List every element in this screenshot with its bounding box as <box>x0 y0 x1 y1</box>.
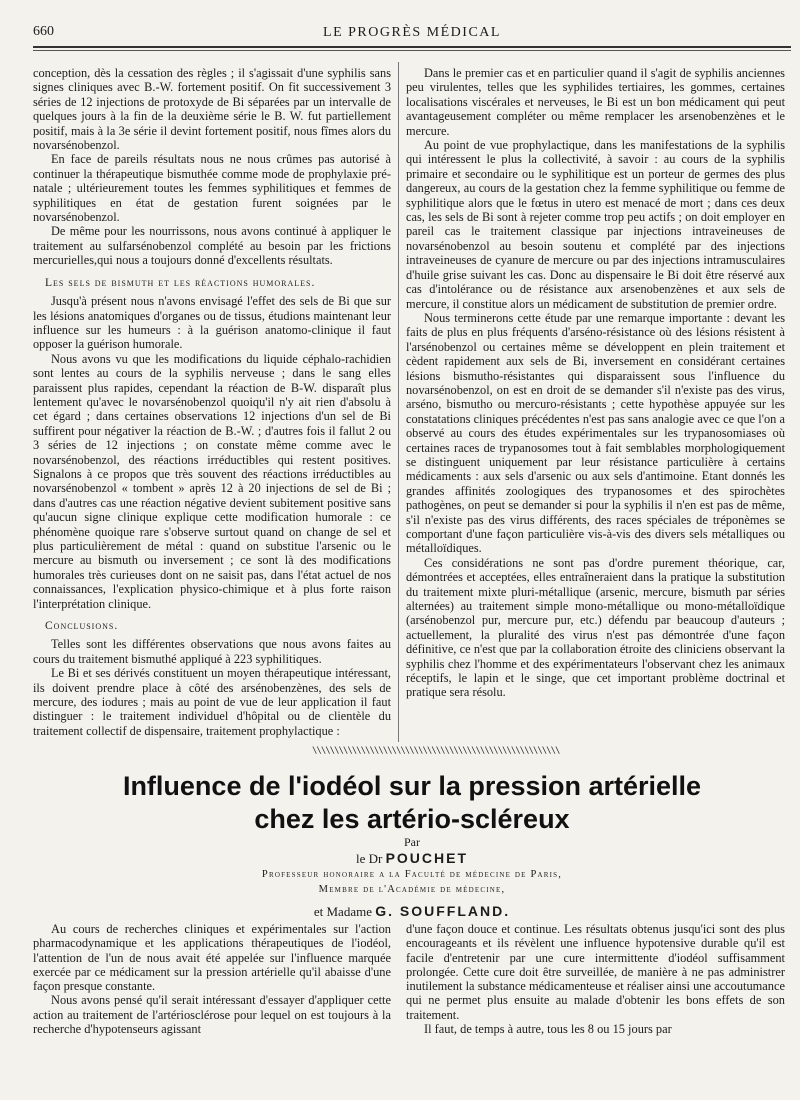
page-header <box>33 22 791 44</box>
header-rule <box>33 46 791 48</box>
byline-par: Par <box>404 835 420 849</box>
author-affiliation: Professeur honoraire a la Faculté de médecine de Paris, <box>261 869 563 880</box>
paragraph: Jusqu'à présent nous n'avons envisagé l'effet des sels de Bi que sur les lésions anatomiques d'organes ou de tissus, étudions maintenant leur influence sur les humeurs : à la guérison anatomo-clinique il faut opposer la guérison humorale. <box>33 294 391 352</box>
section-heading: Conclusions. <box>45 620 119 633</box>
author-1 <box>33 850 791 867</box>
page-number: 660 <box>33 24 54 39</box>
article-left-column <box>33 922 391 1036</box>
article-title-line: Influence de l'iodéol sur la pression artérielle <box>122 771 702 801</box>
paragraph: Au point de vue prophylactique, dans les manifestations de la syphilis qui intéressent le plus la collectivité, à savoir : au cours de la syphilis primaire et secondaire ou le syphilitique est un porteur de germes des plus dangereux, au cours de la gestation chez la femme syphilitique ou femme de syphilitique alors que le fœtus in utero est menacé de mort ; dans ces deux cas, les sels de Bi sont à rejeter comme trop peu actifs ; on doit employer en pareil cas le traitement classique par injections intraveineuses de novarsénobenzol au besoin soutenu et complété par des injections intraveineuses de cyanure de mercure ou par des injections intramusculaires d'huile grise suivant les cas. Donc au dispensaire le Bi doit être réservé aux cas d'intolérance ou de résistance aux arsenobenzènes et aux sels de mercure, il constitue alors un médicament de substitution de premier ordre. <box>406 138 785 311</box>
journal-title: LE PROGRÈS MÉDICAL <box>323 25 501 40</box>
author-1-name: POUCHET <box>385 850 469 866</box>
column-rule <box>398 62 399 742</box>
paragraph: Il faut, de temps à autre, tous les 8 ou 15 jours par <box>424 1022 672 1037</box>
header-rule-thin <box>33 50 791 51</box>
article-title-line: chez les artério-scléreux <box>254 804 570 834</box>
paragraph: De même pour les nourrissons, nous avons continué à appliquer le traitement au sulfarsénobenzol complété au besoin par les frictions mercurielles,qui nous a toujours donné d'excellents résultats. <box>33 224 391 268</box>
paragraph: Nous terminerons cette étude par une remarque importante : devant les faits de plus en plus fréquents d'arséno-résistance où des lésions résistent à l'arsénobenzol ou certaines même se développent en plein traitement et cèdent rapidement aux sels de Bi, inversement en considérant certaines lésions bismutho-résistantes qui disparaissent sous l'influence du novarsénobenzol, on est en droit de se demander s'il n'existe pas des virus, arséno, bismutho ou mercuro-résistants ; cette hypothèse appuyée sur les constatations cliniques précédentes n'est pas sans analogie avec ce que l'on a observé au cours des études expérimentales sur les trypanosomiases où certaines races de trypanosomes tout à fait semblables morphologiquement se distinguent uniquement par leur résistance particulière à certains médicaments : aux sels d'arsenic ou aux sels d'antimoine. Etant donnés les grandes affinités zoologiques des trypanosomes et des spirochètes pathogènes, on peut se demander si pour la syphilis il n'en est pas de même, s'il n'existe pas des virus différents, des races spéciales de tréponèmes se comportant d'une façon particulière vis-à-vis des divers sels métalliques ou métalloïdiques. <box>406 310 785 556</box>
article-title <box>33 770 791 836</box>
paragraph: d'une façon douce et continue. Les résultats obtenus jusqu'ici sont des plus encourageants et ils révèlent une influence hypotensive durable qu'il est facile d'entretenir par une cure intermittente d'iodéol suffisamment prolongée. Cette cure doit être surveillée, de manière à ne pas administrer inutilement la substance médicamenteuse et réaliser ainsi une accoutumance qui ne permet plus ensuite au malade d'obtenir les bons effets de son traitement. <box>406 922 785 1022</box>
paragraph: Dans le premier cas et en particulier quand il s'agit de syphilis anciennes peu virulentes, telles que les syphilides tertiaires, les gommes, certaines localisations viscérales et nerveuses, le Bi est un bon médicament qui peut avantageusement compléter ou même remplacer les arsenobenzènes et le mercure. <box>406 66 785 138</box>
author-2 <box>33 903 791 920</box>
paragraph: En face de pareils résultats nous ne nous crûmes pas autorisé à continuer la thérapeutique bismuthée comme mode de prophylaxie pré-natale ; ultérieurement toutes les femmes syphilitiques et femmes de syphilitiques en état de gestation furent soignées par le novarsénobenzol. <box>33 152 391 225</box>
paragraph: Le Bi et ses dérivés constituent un moyen thérapeutique intéressant, ils doivent prendre place à côté des arsénobenzènes, des sels de mercure, des iodures ; mais au point de vue de leur application il faut distinguer : le traitement individuel d'hôpital ou de clientèle du traitement collectif de dispensaire, traitement prophylactique : <box>33 666 391 738</box>
top-left-column <box>33 66 391 738</box>
author-2-prefix: et Madame <box>313 904 372 919</box>
decorative-divider: \\\\\\\\\\\\\\\\\\\\\\\\\\\\\\\\\\\\\\\\\\\\\\\\\\\\\\\\ <box>312 746 560 756</box>
author-affiliation: Membre de l'Académie de médecine, <box>318 884 506 895</box>
top-right-column <box>406 66 785 700</box>
author-1-prefix: le Dr <box>355 851 383 866</box>
section-heading: Les sels de bismuth et les réactions humorales. <box>45 276 316 289</box>
article-right-column <box>406 922 785 1036</box>
paragraph: Nous avons vu que les modifications du liquide céphalo-rachidien sont lentes au cours de la syphilis nerveuse ; dans le sang elles paraissent plus rapides, cependant la réaction de B-W. disparaît plus lentement qu'avec le novarsénobenzol quoiqu'il n'y ait rien d'absolu à cet égard ; dans certaines observations 12 injections d'un sel de Bi suffirent pour négativer la réaction de B.-W. ; d'autres fois il fallut 2 ou 3 séries de 12 injections ; on constate même comme avec le novarsénobenzol, des réactions irréductibles qui restent positives. Signalons à ce propos que très souvent des réactions irréductibles au novarsénobenzol « tombent » après 12 à 20 injections de sel de Bi ; dans d'autres cas une réaction négative devient subitement positive sans qu'aucun signe clinique explique cette modification humorale : ce phénomène quoique rare s'observe surtout quand on change de sel et plus particulièrement de métal : quand on substitue l'arsenic ou le mercure au bismuth ou inversement ; ce sont là des modifications humorales très curieuses dont on ne saisit pas, dans l'état actuel de nos connaissances, l'explication physico-chimique et à plus forte raison l'interprétation clinique. <box>33 351 391 611</box>
author-2-name: G. SOUFFLAND. <box>375 903 511 919</box>
paragraph: Au cours de recherches cliniques et expérimentales sur l'action pharmacodynamique et les applications thérapeutiques de l'iodéol, l'attention de l'un de nous avait été appelée sur l'influence marquée exercée par ce médicament sur la pression artérielle qu'il abaisse d'une façon presque constante. <box>33 922 391 994</box>
paragraph: conception, dès la cessation des règles ; il s'agissait d'une syphilis sans signes cliniques avec B.-W. fortement positif. On fit successivement 3 séries de 12 injections de protoxyde de Bi séparées par un intervalle de quelques jours à la fin de la deuxième série le B. W. fut partiellement positif, mais à la 3e série il devint fortement positif, nous fîmes alors du novarsénobenzol. <box>33 66 391 153</box>
paragraph: Telles sont les différentes observations que nous avons faites au cours du traitement bismuthé appliqué à 223 syphilitiques. <box>33 637 391 666</box>
paragraph: Nous avons pensé qu'il serait intéressant d'essayer d'appliquer cette action au traitement de l'artériosclérose pour lequel on est toujours à la recherche d'hypotenseurs agissant <box>33 993 391 1037</box>
paragraph: Ces considérations ne sont pas d'ordre purement théorique, car, démontrées et acceptées, elles entraîneraient dans la pratique la substitution du traitement mixte pluri-métallique (arsenic, mercure, bismuth par séries alternées) au traitement simple mono-métallique ou mono-métalloïdique (arsénobenzol pur, mercure pur, etc.) défendu par beaucoup d'auteurs ; actuellement, la pluralité des virus n'est pas démontrée d'une façon définitive, ce n'est que par la collaboration étroite des cliniciens observant la syphilis chez l'homme et des expérimentateurs l'observant chez les animaux réceptifs, le lapin et le singe, que cet important problème doctrinal et pratique sera résolu. <box>406 555 785 700</box>
